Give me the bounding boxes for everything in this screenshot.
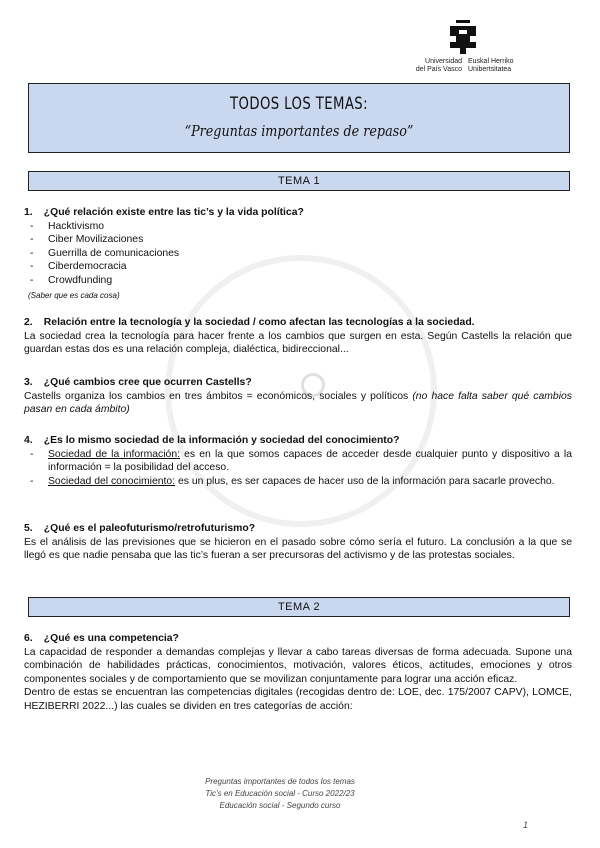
question-1-list xyxy=(24,220,572,288)
document-title: TODOS LOS TEMAS: xyxy=(230,94,368,114)
university-logo xyxy=(400,20,530,76)
list-item: - Ciberdemocracia xyxy=(24,260,572,274)
question-5-answer: Es el análisis de las previsiones que se hicieron en el pasado sobre cómo sería el futuro. La conclusión a la que se llegó es que nadie pensaba que las tic’s fueran a ser precursoras del activismo y de las protestas sociales. xyxy=(24,536,572,562)
page-footer xyxy=(0,776,560,812)
question-4-title: 4. ¿Es lo mismo sociedad de la información y sociedad del conocimiento? xyxy=(24,435,400,446)
document-title-box xyxy=(28,83,570,153)
question-4 xyxy=(24,434,572,488)
question-5 xyxy=(24,522,572,563)
section-header-tema-1: TEMA 1 xyxy=(28,171,570,191)
page-number: 1 xyxy=(523,820,529,830)
question-2-answer: La sociedad crea la tecnología para hacer frente a los cambios que surgen en esta. Según Castells la relación que guardan estas dos es una relación compleja, dialéctica, bidireccional... xyxy=(24,330,572,356)
list-item: - Sociedad del conocimiento: es un plus, es ser capaces de hacer uso de la información para sacarle provecho. xyxy=(24,475,572,489)
question-2-title: 2. Relación entre la tecnología y la sociedad / como afectan las tecnologías a la sociedad. xyxy=(24,317,475,328)
question-1-title: 1. ¿Qué relación existe entre las tic’s y la vida política? xyxy=(24,207,304,218)
question-3-answer: Castells organiza los cambios en tres ámbitos = económicos, sociales y políticos (no hace falta saber qué cambios pasan en cada ámbito) xyxy=(24,390,572,416)
question-1 xyxy=(24,206,572,302)
section-header-tema-2: TEMA 2 xyxy=(28,597,570,617)
question-3-title: 3. ¿Qué cambios cree que ocurren Castells? xyxy=(24,377,252,388)
list-item: - Hacktivismo xyxy=(24,220,572,234)
list-item: - Sociedad de la información: es en la que somos capaces de acceder desde cualquier punto y dispositivo a la información = la posibilidad del acceso. xyxy=(24,448,572,475)
footer-line: Educación social - Segundo curso xyxy=(219,801,341,810)
question-6-answer-continued: Dentro de estas se encuentran las competencias digitales (recogidas dentro de: LOE, dec. 175/2007 CAPV), LOMCE, HEZIBERRI 2022...) las cuales se dividen en tres categorías de acción: xyxy=(24,687,572,712)
footer-line: Preguntas importantes de todos los temas xyxy=(205,777,355,786)
document-subtitle: “Preguntas importantes de repaso” xyxy=(184,122,414,140)
footer-line: Tic’s en Educación social - Curso 2022/23 xyxy=(205,789,355,798)
question-2 xyxy=(24,316,572,357)
question-1-note: (Saber que es cada cosa) xyxy=(28,290,120,300)
question-3 xyxy=(24,376,572,417)
question-5-title: 5. ¿Qué es el paleofuturismo/retrofuturismo? xyxy=(24,523,256,534)
question-6-answer: La capacidad de responder a demandas complejas y llevar a cabo tareas diversas de forma adecuada. Supone una combinación de habilidades prácticas, conocimientos, motivación, valores éticos, actitudes, emociones y otros componentes sociales y de comportamiento que se movilizan conjuntamente para lograr una acción eficaz. xyxy=(24,646,572,685)
question-6-title: 6. ¿Qué es una competencia? xyxy=(24,633,179,644)
logo-text-spanish: Universidad del País Vasco xyxy=(415,58,462,73)
list-item: - Crowdfunding xyxy=(24,274,572,288)
list-item: - Guerrilla de comunicaciones xyxy=(24,247,572,261)
question-4-list xyxy=(24,448,572,489)
upv-ehu-emblem-icon xyxy=(446,20,480,54)
logo-text-basque: Euskal Herriko Unibertsitatea xyxy=(468,58,514,73)
list-item: - Ciber Movilizaciones xyxy=(24,233,572,247)
question-3-answer-note: (no hace falta saber qué cambios pasan en cada ámbito) xyxy=(24,390,572,416)
question-6 xyxy=(24,632,572,714)
